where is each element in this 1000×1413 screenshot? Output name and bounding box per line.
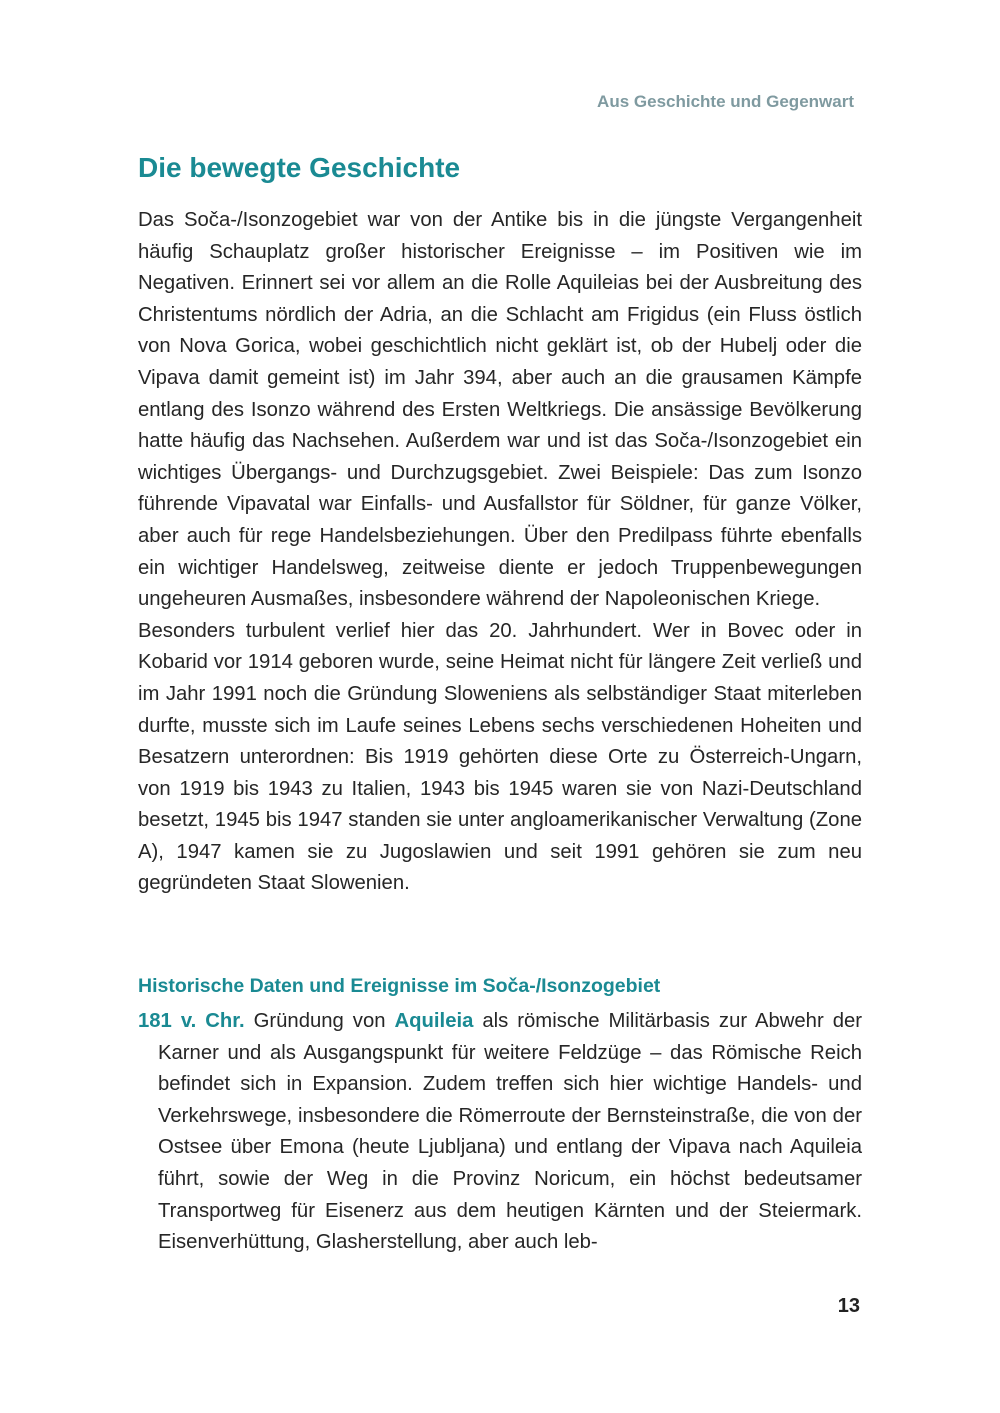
timeline-heading: Historische Daten und Ereignisse im Soča-/Isonzogebiet	[138, 975, 661, 997]
timeline-entry-text-after: als römische Militärbasis zur Abwehr der Karner und als Ausgangspunkt für weitere Feldzüge – das Römische Reich befindet sich in Expansion. Zudem treffen sich hier wichtige Handels- und Verkehrswege, insbesondere die Römerroute der Bernsteinstraße, die von der Ostsee über Emona (heute Ljubljana) und entlang der Vipava nach Aquileia führt, sowie der Weg in die Provinz Noricum, ein höchst bedeutsamer Transportweg für Eisenerz aus dem heutigen Kärnten und der Steiermark. Eisenverhüttung, Glasherstellung, aber auch leb-	[158, 1010, 863, 1254]
timeline-entry-year: 181 v. Chr.	[138, 1010, 245, 1032]
paragraph-2: Besonders turbulent verlief hier das 20. Jahrhundert. Wer in Bovec oder in Kobarid vor 1914 geboren wurde, seine Heimat nicht für längere Zeit verließ und im Jahr 1991 noch die Gründung Sloweniens als selbständiger Staat miterleben durfte, musste sich im Laufe seines Lebens sechs verschiedenen Hoheiten und Besatzern unterordnen: Bis 1919 gehörten diese Orte zu Österreich-Ungarn, von 1919 bis 1943 zu Italien, 1943 bis 1945 waren sie von Nazi-Deutschland besetzt, 1945 bis 1947 standen sie unter angloamerikanischer Verwaltung (Zone A), 1947 kamen sie zu Jugoslawien und seit 1991 gehören sie zum neu gegründeten Staat Slowenien.	[138, 619, 862, 895]
page-number: 13	[837, 1295, 860, 1317]
article-body	[138, 205, 862, 900]
timeline-entry-text-before: Gründung von	[253, 1010, 386, 1032]
timeline-entry	[138, 1006, 862, 1259]
page-title: Die bewegte Geschichte	[138, 152, 461, 183]
timeline-entry-place: Aquileia	[394, 1010, 474, 1032]
paragraph-1: Das Soča-/Isonzogebiet war von der Antike bis in die jüngste Vergangenheit häufig Schauplatz großer historischer Ereignisse – im Positiven wie im Negativen. Erinnert sei vor allem an die Rolle Aquileias bei der Ausbreitung des Christentums nördlich der Adria, an die Schlacht am Frigidus (ein Fluss östlich von Nova Gorica, wobei geschichtlich nicht geklärt ist, ob der Hubelj oder die Vipava damit gemeint ist) im Jahr 394, aber auch an die grausamen Kämpfe entlang des Isonzo während des Ersten Weltkriegs. Die ansässige Bevölkerung hatte häufig das Nachsehen. Außerdem war und ist das Soča-/Isonzogebiet ein wichtiges Übergangs- und Durchzugsgebiet. Zwei Beispiele: Das zum Isonzo führende Vipavatal war Einfalls- und Ausfallstor für Söldner, für ganze Völker, aber auch für rege Handelsbeziehungen. Über den Predilpass führte ebenfalls ein wichtiger Handelsweg, zeitweise diente er jedoch Truppenbewegungen ungeheuren Ausmaßes, insbesondere während der Napoleonischen Kriege.	[138, 209, 862, 611]
running-header: Aus Geschichte und Gegenwart	[597, 92, 854, 111]
